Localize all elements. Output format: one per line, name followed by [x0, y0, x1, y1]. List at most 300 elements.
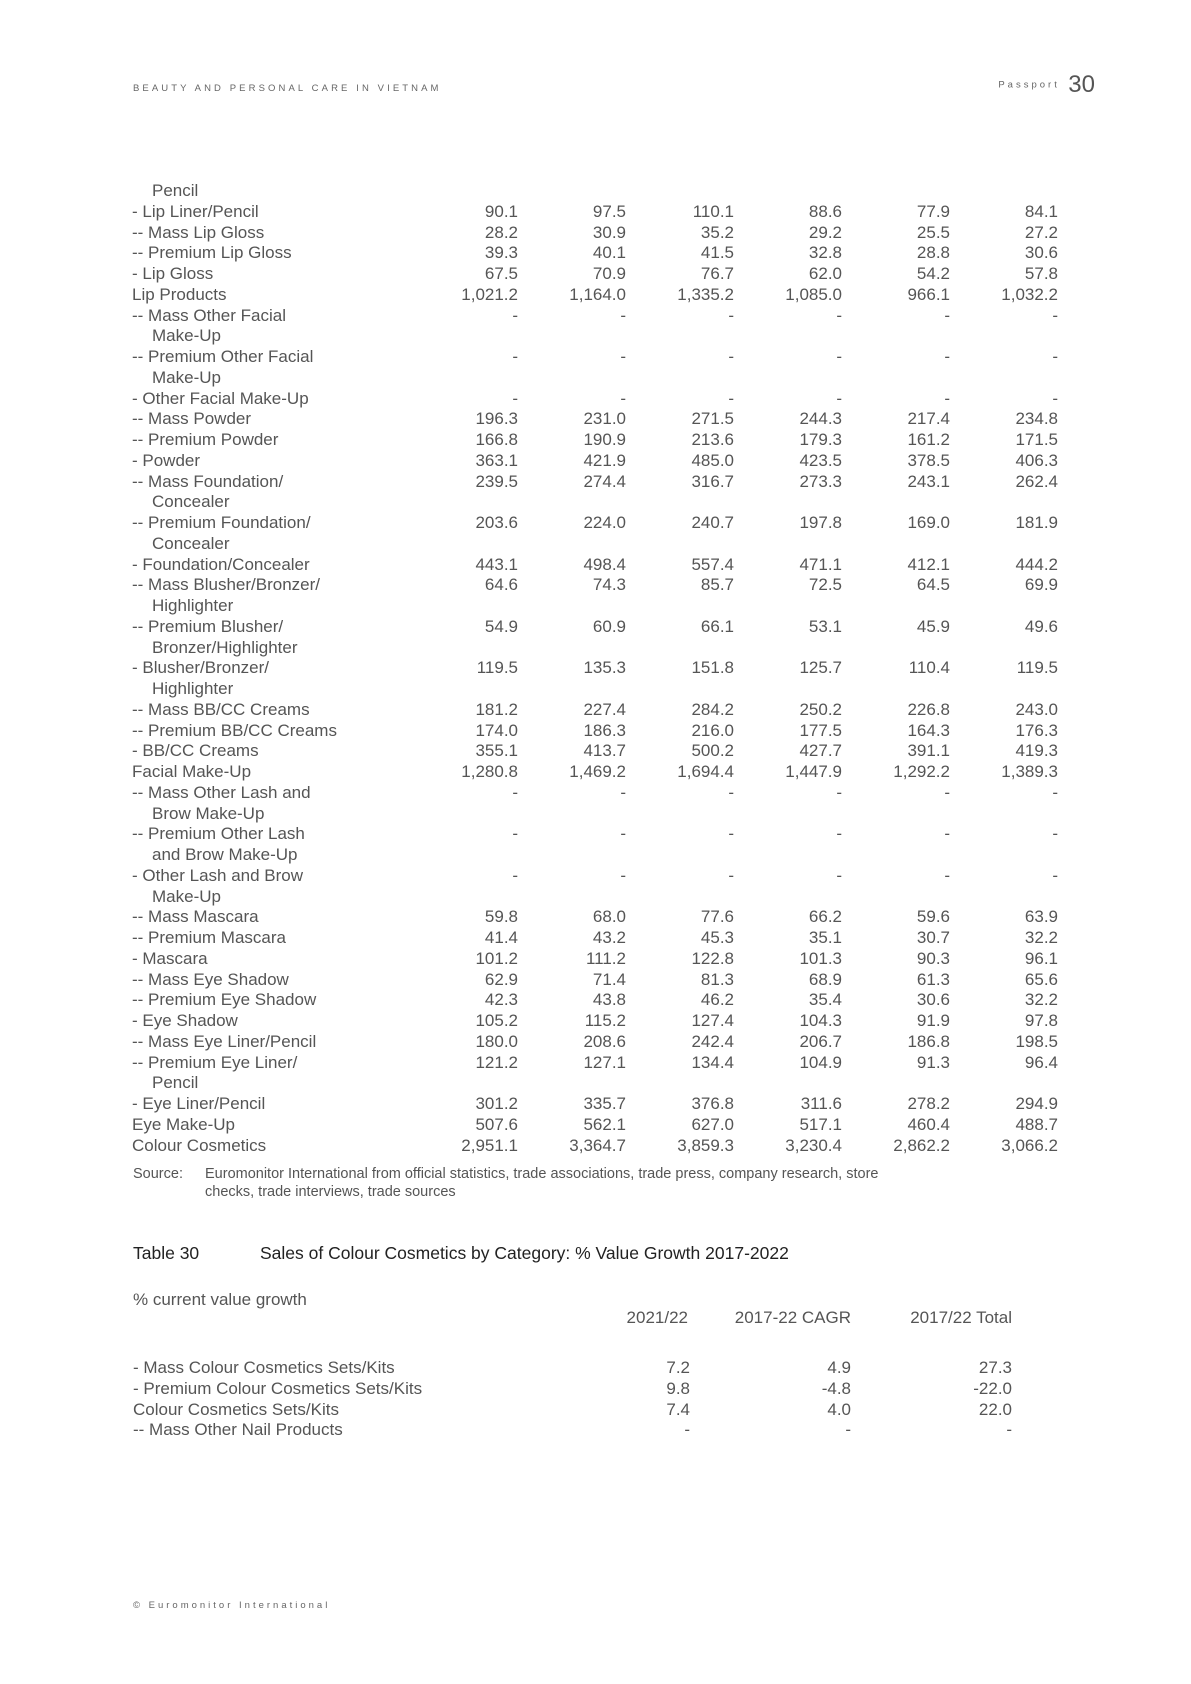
value-cell: 96.1	[1024, 948, 1058, 968]
value-cell: 355.1	[475, 741, 518, 761]
value-cell: 273.3	[799, 471, 842, 491]
value-cell: 169.0	[907, 513, 950, 532]
value-cell: 74.3	[592, 575, 626, 595]
value-cell: 67.5	[484, 264, 518, 283]
value-cell: -	[512, 305, 518, 325]
row-label: -- Premium Eye Shadow	[132, 990, 317, 1010]
value-cell: -	[944, 824, 950, 844]
table-row	[132, 285, 1058, 306]
value-cell: 135.3	[583, 658, 626, 678]
growth-value-cell: 7.2	[666, 1358, 690, 1377]
value-cell	[734, 845, 842, 866]
value-cell	[626, 887, 734, 908]
row-label	[132, 845, 410, 866]
table-row	[132, 679, 1058, 700]
value-cell	[518, 845, 626, 866]
value-cell: 91.3	[916, 1052, 950, 1072]
value-cell: 35.4	[808, 990, 842, 1010]
value-cell	[410, 845, 518, 866]
value-cell: 1,469.2	[569, 762, 626, 781]
table-row	[132, 575, 1058, 596]
growth-value-cell: -4.8	[821, 1378, 851, 1398]
value-cell: 427.7	[799, 741, 842, 761]
growth-value-cell: -	[684, 1420, 690, 1440]
value-cell	[410, 368, 518, 389]
value-cell: 363.1	[475, 450, 518, 470]
row-label: -- Mass Eye Liner/Pencil	[132, 1031, 317, 1051]
table-row	[132, 928, 1058, 949]
value-cell: 104.3	[799, 1011, 842, 1030]
value-cell: 171.5	[1015, 430, 1058, 449]
value-cell: 1,032.2	[1001, 284, 1058, 304]
value-cell: 25.5	[916, 222, 950, 242]
value-cell: 53.1	[808, 616, 842, 636]
table-row	[132, 368, 1058, 389]
table-title: Sales of Colour Cosmetics by Category: % Value Growth 2017-2022	[260, 1243, 789, 1263]
value-cell	[734, 368, 842, 389]
table-row	[132, 389, 1058, 410]
table-row	[132, 762, 1058, 783]
value-cell: 59.8	[484, 907, 518, 927]
value-cell: 66.2	[808, 907, 842, 927]
value-cell: 376.8	[691, 1094, 734, 1113]
row-label-continuation: and Brow Make-Up	[152, 845, 298, 864]
value-cell: -	[728, 865, 734, 885]
value-cell: 1,280.8	[461, 762, 518, 781]
value-cell: 419.3	[1015, 741, 1058, 761]
table-row	[132, 1011, 1058, 1032]
table-row	[132, 700, 1058, 721]
table-row	[132, 243, 1058, 264]
value-cell: -	[944, 347, 950, 366]
value-cell	[950, 181, 1058, 202]
value-cell: -	[728, 347, 734, 366]
table-row	[132, 555, 1058, 576]
table-row	[132, 430, 1058, 451]
value-cell: 43.8	[592, 990, 626, 1010]
table-row	[132, 1136, 1058, 1157]
table-row	[132, 1032, 1058, 1053]
column-header-cagr: 2017-22 CAGR	[734, 1308, 851, 1327]
value-cell: 32.8	[808, 243, 842, 263]
value-cell	[842, 492, 950, 513]
value-cell: 378.5	[907, 450, 950, 470]
value-cell: -	[836, 782, 842, 802]
value-cell: -	[1052, 782, 1058, 802]
value-cell: 488.7	[1015, 1114, 1058, 1134]
value-cell: 125.7	[799, 658, 842, 678]
value-cell: 164.3	[907, 720, 950, 740]
value-cell: 284.2	[691, 699, 734, 719]
value-cell: 444.2	[1015, 554, 1058, 574]
value-cell: 198.5	[1015, 1031, 1058, 1051]
value-cell	[842, 368, 950, 389]
value-cell: 77.9	[916, 201, 950, 221]
row-label: - Lip Liner/Pencil	[132, 201, 259, 221]
row-label	[132, 804, 410, 825]
value-cell: 68.9	[808, 969, 842, 989]
value-cell: -	[620, 782, 626, 802]
value-cell: 177.5	[799, 720, 842, 740]
value-cell: 30.6	[916, 990, 950, 1010]
value-cell: 208.6	[583, 1031, 626, 1051]
table-row	[132, 306, 1058, 327]
value-cell: 40.1	[592, 243, 626, 263]
value-cell	[518, 638, 626, 659]
value-cell	[518, 534, 626, 555]
value-cell	[950, 887, 1058, 908]
value-cell: -	[1052, 824, 1058, 844]
value-cell: 1,335.2	[677, 284, 734, 304]
value-cell: -	[512, 388, 518, 408]
value-cell: 181.2	[475, 699, 518, 719]
table-row	[132, 223, 1058, 244]
value-cell: 64.5	[916, 575, 950, 595]
value-cell: -	[620, 388, 626, 408]
value-cell: -	[836, 865, 842, 885]
value-cell	[518, 368, 626, 389]
value-cell: 1,447.9	[785, 762, 842, 781]
growth-value-cell: -	[845, 1420, 851, 1440]
table-row	[132, 409, 1058, 430]
value-cell: 46.2	[700, 990, 734, 1010]
row-label: Eye Make-Up	[132, 1114, 235, 1134]
value-cell: 57.8	[1024, 264, 1058, 283]
value-cell	[518, 679, 626, 700]
value-cell	[950, 1073, 1058, 1094]
table-row	[132, 949, 1058, 970]
value-cell: 91.9	[916, 1011, 950, 1030]
value-cell	[410, 887, 518, 908]
value-cell: 217.4	[907, 409, 950, 429]
value-cell	[950, 638, 1058, 659]
value-cell	[626, 181, 734, 202]
value-cell	[518, 804, 626, 825]
table-row	[132, 181, 1058, 202]
value-cell	[842, 804, 950, 825]
value-cell: 61.3	[916, 969, 950, 989]
growth-row-label: -- Mass Other Nail Products	[133, 1420, 343, 1440]
row-label: - Powder	[132, 450, 201, 470]
value-cell	[518, 492, 626, 513]
row-label: -- Premium Lip Gloss	[132, 243, 292, 263]
value-cell: 250.2	[799, 699, 842, 719]
value-cell: 60.9	[592, 616, 626, 636]
table-row	[132, 202, 1058, 223]
value-cell: 216.0	[691, 720, 734, 740]
value-cell: -	[1052, 865, 1058, 885]
row-label: - Blusher/Bronzer/	[132, 658, 269, 678]
value-cell: 278.2	[907, 1094, 950, 1113]
value-cell: 557.4	[691, 554, 734, 574]
value-cell: -	[728, 388, 734, 408]
value-cell: 301.2	[475, 1094, 518, 1113]
value-cell: 471.1	[799, 554, 842, 574]
source-text: Euromonitor International from official statistics, trade associations, trade press, company research, store checks, trade interviews, trade sources	[205, 1166, 879, 1200]
value-cell: 96.4	[1024, 1052, 1058, 1072]
row-label	[132, 887, 410, 908]
row-label-continuation: Highlighter	[152, 679, 234, 698]
row-label	[132, 679, 410, 700]
value-cell: 49.6	[1024, 616, 1058, 636]
row-label-continuation: Highlighter	[152, 596, 234, 615]
value-cell: 45.3	[700, 928, 734, 947]
table-row	[132, 907, 1058, 928]
value-cell: 244.3	[799, 409, 842, 429]
value-cell: 111.2	[585, 948, 626, 968]
value-cell: 105.2	[475, 1011, 518, 1030]
value-cell: 110.4	[908, 658, 950, 678]
table-row	[132, 492, 1058, 513]
value-cell	[950, 534, 1058, 555]
value-cell: 97.8	[1024, 1011, 1058, 1030]
row-label: -- Premium Other Lash	[132, 824, 305, 844]
row-label: -- Mass Other Lash and	[132, 782, 311, 802]
row-label: Lip Products	[132, 284, 227, 304]
value-cell: 59.6	[916, 907, 950, 927]
value-cell: 1,694.4	[677, 762, 734, 781]
value-cell	[626, 368, 734, 389]
value-cell: 507.6	[475, 1114, 518, 1134]
value-cell: 498.4	[583, 554, 626, 574]
table-row	[132, 1094, 1058, 1115]
value-cell: 65.6	[1024, 969, 1058, 989]
row-label: - Lip Gloss	[132, 264, 214, 283]
document-header-title: BEAUTY AND PERSONAL CARE IN VIETNAM	[133, 83, 442, 94]
footer-copyright: © Euromonitor International	[133, 1600, 331, 1611]
growth-value-cell: -22.0	[973, 1378, 1012, 1398]
table-row	[132, 990, 1058, 1011]
value-cell	[410, 492, 518, 513]
value-cell	[626, 638, 734, 659]
column-header-2021-22: 2021/22	[626, 1308, 688, 1327]
value-cell: 119.5	[1016, 658, 1058, 678]
value-cell	[734, 326, 842, 347]
value-cell	[950, 804, 1058, 825]
value-cell: 39.3	[484, 243, 518, 263]
value-cell: -	[620, 305, 626, 325]
value-cell: 242.4	[691, 1031, 734, 1051]
value-cell	[410, 804, 518, 825]
value-cell: 3,230.4	[785, 1135, 842, 1155]
value-cell: -	[728, 824, 734, 844]
value-cell	[950, 845, 1058, 866]
row-label: - Other Facial Make-Up	[132, 388, 309, 408]
value-cell: 81.3	[700, 969, 734, 989]
value-cell	[410, 181, 518, 202]
row-label-continuation: Concealer	[152, 533, 230, 553]
row-label	[132, 596, 410, 617]
value-cell: -	[512, 824, 518, 844]
value-cell: 71.4	[592, 969, 626, 989]
value-cell	[842, 326, 950, 347]
value-cell: 186.8	[907, 1031, 950, 1051]
value-cell: 627.0	[691, 1114, 734, 1134]
value-cell: 77.6	[700, 907, 734, 927]
value-cell: 28.8	[916, 243, 950, 263]
value-cell: 181.9	[1015, 513, 1058, 532]
value-cell: 90.1	[484, 201, 518, 221]
value-cell: -	[836, 824, 842, 844]
value-cell: 2,862.2	[893, 1135, 950, 1155]
passport-label: Passport	[998, 79, 1060, 91]
table-row	[132, 741, 1058, 762]
row-label	[132, 638, 410, 659]
value-cell: -	[620, 865, 626, 885]
table-row	[132, 472, 1058, 493]
value-cell: 41.5	[700, 243, 734, 263]
value-cell: 101.2	[475, 948, 518, 968]
column-header-total: 2017/22 Total	[910, 1308, 1012, 1327]
table-row	[132, 617, 1058, 638]
value-cell: 562.1	[583, 1114, 626, 1134]
value-cell: -	[1052, 388, 1058, 408]
value-cell	[842, 845, 950, 866]
value-cell	[842, 887, 950, 908]
value-cell: 166.8	[475, 430, 518, 449]
value-cell	[842, 181, 950, 202]
value-cell: 423.5	[799, 450, 842, 470]
growth-row-label: Colour Cosmetics Sets/Kits	[133, 1399, 339, 1419]
value-cell	[950, 596, 1058, 617]
value-cell: 226.8	[907, 699, 950, 719]
value-cell: 64.6	[484, 575, 518, 595]
table-row	[132, 264, 1058, 285]
value-cell: -	[944, 782, 950, 802]
row-label: -- Premium BB/CC Creams	[132, 720, 337, 740]
row-label: - Eye Liner/Pencil	[132, 1094, 266, 1113]
row-label: -- Premium Powder	[132, 430, 279, 449]
value-cell: 30.7	[916, 928, 950, 947]
value-cell: 54.9	[484, 616, 518, 636]
row-label: -- Premium Blusher/	[132, 616, 284, 636]
value-cell: 176.3	[1015, 720, 1058, 740]
row-label: -- Mass Mascara	[132, 907, 259, 927]
growth-value-cell: 4.9	[827, 1358, 851, 1377]
value-cell: 35.1	[808, 928, 842, 947]
table-row	[132, 638, 1058, 659]
table-row	[132, 1115, 1058, 1136]
table-row	[132, 887, 1058, 908]
value-cell	[842, 534, 950, 555]
row-label: -- Mass Foundation/	[132, 471, 284, 491]
value-cell: 3,066.2	[1001, 1135, 1058, 1155]
value-cell	[950, 492, 1058, 513]
table-row	[132, 970, 1058, 991]
value-cell: 179.3	[799, 430, 842, 449]
source-label: Source:	[133, 1166, 183, 1182]
value-cell: 197.8	[799, 513, 842, 532]
value-cell: 3,364.7	[569, 1135, 626, 1155]
value-cell	[626, 492, 734, 513]
value-cell: 2,951.1	[461, 1135, 518, 1155]
row-label	[132, 181, 410, 202]
value-cell: 115.2	[584, 1011, 626, 1030]
row-label: - BB/CC Creams	[132, 741, 259, 761]
value-cell: 239.5	[475, 471, 518, 491]
row-label: - Foundation/Concealer	[132, 554, 310, 574]
value-cell: -	[620, 824, 626, 844]
value-cell: 243.0	[1015, 699, 1058, 719]
table-unit: % current value growth	[133, 1290, 307, 1309]
value-cell	[518, 326, 626, 347]
value-cell	[734, 887, 842, 908]
row-label	[132, 492, 410, 513]
value-cell	[626, 534, 734, 555]
value-cell	[950, 326, 1058, 347]
row-label: -- Mass BB/CC Creams	[132, 699, 310, 719]
table-row	[132, 1073, 1058, 1094]
value-cell	[734, 596, 842, 617]
value-cell: 62.9	[484, 969, 518, 989]
value-cell: 517.1	[799, 1114, 842, 1134]
value-cell	[842, 638, 950, 659]
value-cell: 311.6	[800, 1094, 842, 1113]
value-cell: 104.9	[799, 1052, 842, 1072]
value-cell: -	[944, 865, 950, 885]
value-cell	[950, 679, 1058, 700]
table-row	[132, 721, 1058, 742]
row-label-continuation: Make-Up	[152, 367, 221, 387]
value-cell: 443.1	[475, 554, 518, 574]
value-cell: -	[512, 347, 518, 366]
value-cell: 1,389.3	[1001, 762, 1058, 781]
value-cell: 460.4	[907, 1114, 950, 1134]
value-cell: 227.4	[583, 699, 626, 719]
value-cell: 27.2	[1024, 222, 1058, 242]
row-label: - Other Lash and Brow	[132, 865, 304, 885]
row-label: -- Premium Mascara	[132, 928, 286, 947]
value-cell: 274.4	[583, 471, 626, 491]
value-cell: 262.4	[1015, 471, 1058, 491]
value-cell	[626, 804, 734, 825]
row-label: -- Premium Eye Liner/	[132, 1052, 298, 1072]
value-cell: 234.8	[1015, 409, 1058, 429]
value-cell: 391.1	[907, 741, 950, 761]
value-cell	[950, 368, 1058, 389]
value-cell	[626, 1073, 734, 1094]
page-number: 30	[1068, 71, 1095, 98]
value-cell: 41.4	[484, 928, 518, 947]
value-cell: 1,021.2	[461, 284, 518, 304]
growth-value-cell: 22.0	[978, 1399, 1012, 1419]
value-cell	[518, 887, 626, 908]
value-cell	[410, 1073, 518, 1094]
value-cell: -	[512, 865, 518, 885]
row-label-continuation: Pencil	[152, 181, 199, 200]
table-row	[132, 845, 1058, 866]
value-cell: 119.5	[476, 658, 518, 678]
value-cell: 412.1	[907, 554, 950, 574]
growth-row-label: - Premium Colour Cosmetics Sets/Kits	[133, 1378, 423, 1398]
value-cell: 90.3	[916, 948, 950, 968]
value-cell: -	[944, 305, 950, 325]
value-cell: 485.0	[691, 450, 734, 470]
value-cell: 203.6	[475, 513, 518, 532]
value-cell: -	[512, 782, 518, 802]
value-cell: -	[1052, 347, 1058, 366]
row-label	[132, 368, 410, 389]
value-cell: 54.2	[916, 264, 950, 283]
value-cell	[518, 596, 626, 617]
row-label: - Eye Shadow	[132, 1011, 238, 1030]
table-row	[132, 866, 1058, 887]
value-cell: 30.6	[1024, 243, 1058, 263]
value-cell	[410, 326, 518, 347]
value-cell	[842, 1073, 950, 1094]
value-cell: 127.1	[583, 1052, 626, 1072]
row-label: Colour Cosmetics	[132, 1135, 267, 1155]
